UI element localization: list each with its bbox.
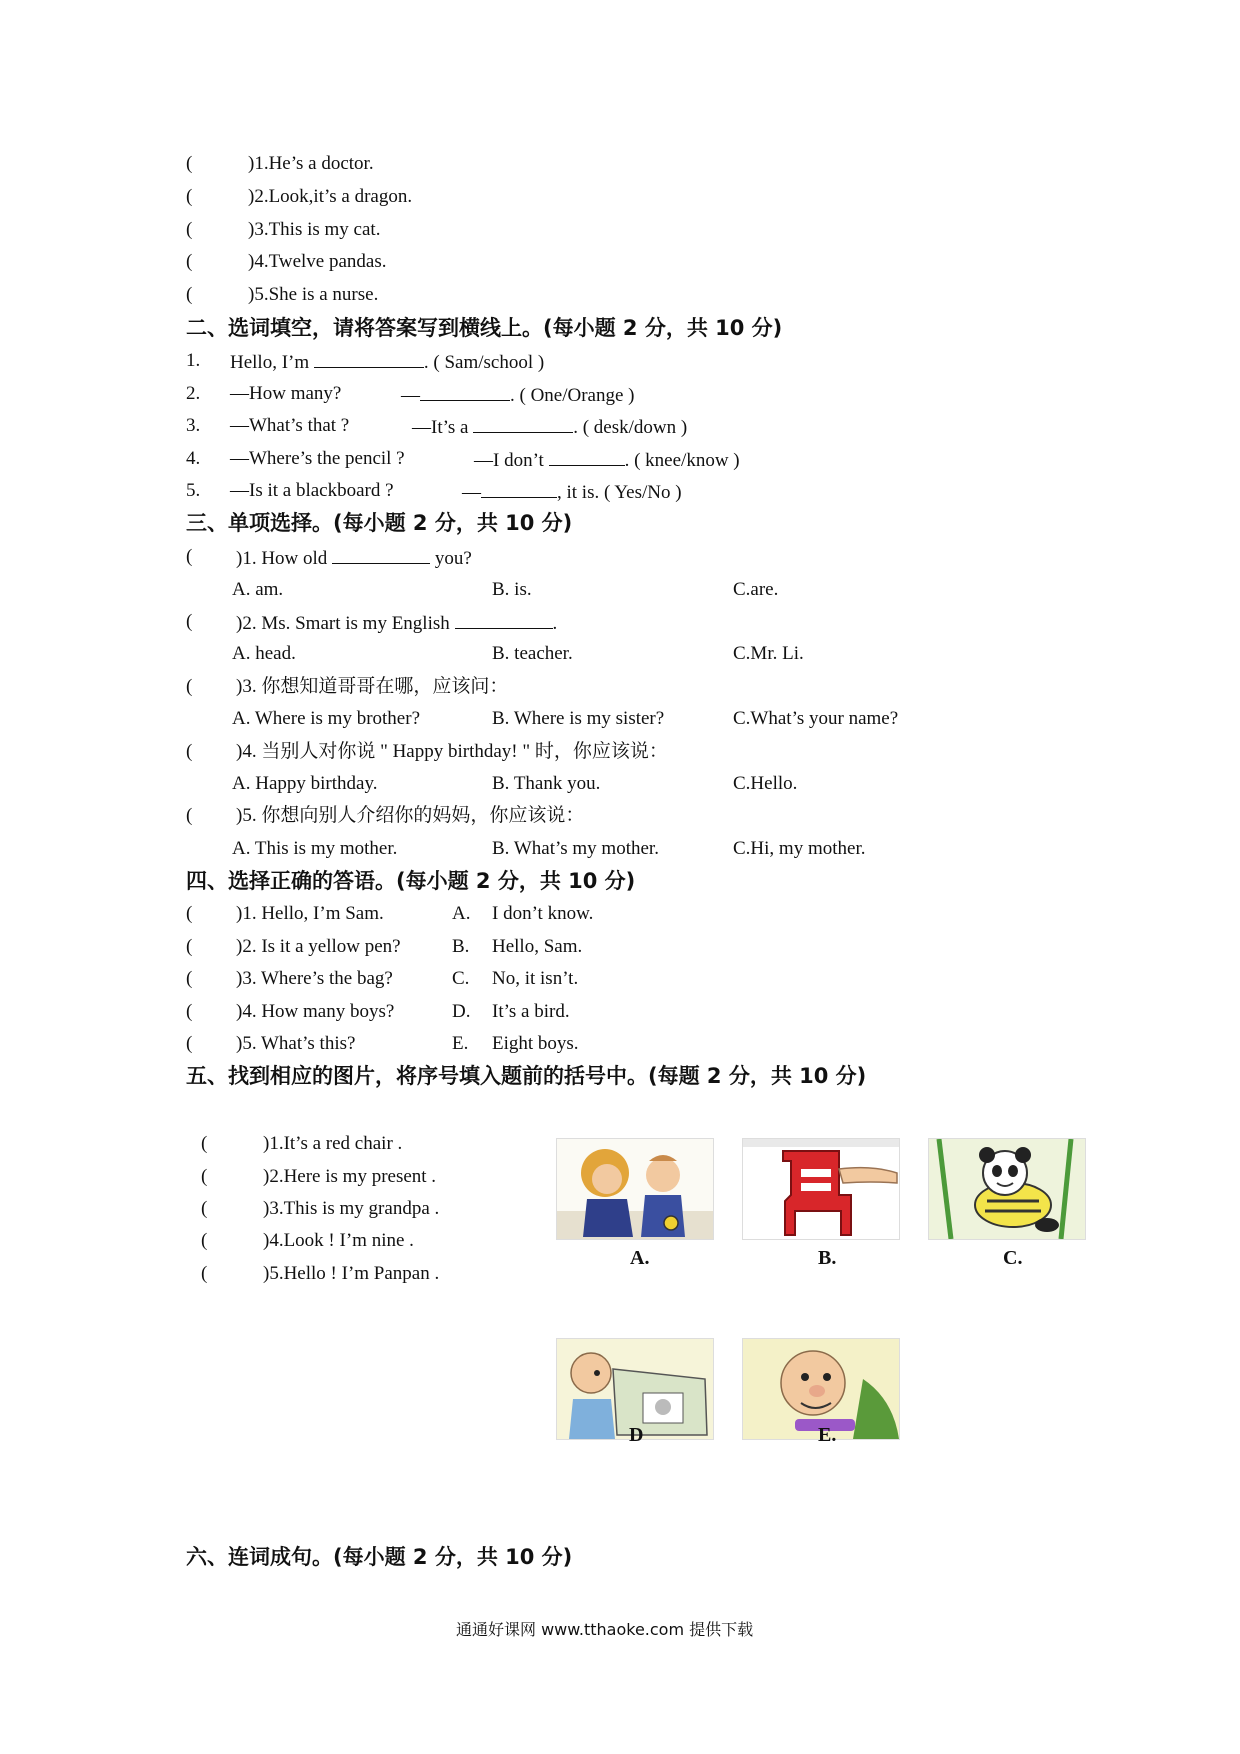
section3-heading: 三、单项选择。(每小题 2 分，共 10 分) bbox=[186, 511, 573, 535]
part1-item: ( )2.Look,it’s a dragon. bbox=[186, 186, 413, 207]
picture-label-a: A. bbox=[630, 1247, 650, 1269]
picture-label-c: C. bbox=[1003, 1247, 1023, 1269]
option-c[interactable]: C.Mr. Li. bbox=[733, 643, 804, 664]
answer-blank[interactable] bbox=[420, 382, 510, 401]
part1-item: ( )4.Twelve pandas. bbox=[186, 251, 387, 272]
mc-question: ( )4. 当别人对你说 " Happy birthday! " 时，你应该说： bbox=[186, 741, 668, 762]
mc-options bbox=[232, 578, 283, 602]
mc-question: ( )3. 你想知道哥哥在哪，应该问： bbox=[186, 676, 509, 697]
picture-item: ( )3.This is my grandpa . bbox=[201, 1198, 440, 1219]
picture-b-red-chair bbox=[742, 1138, 900, 1240]
option-c[interactable]: C.are. bbox=[733, 579, 779, 600]
mc-question: ( )2. Ms. Smart is my English . bbox=[186, 611, 558, 634]
match-row: ( )2. Is it a yellow pen? B. Hello, Sam. bbox=[186, 936, 583, 957]
picture-item: ( )5.Hello ! I’m Panpan . bbox=[201, 1263, 440, 1284]
fill-item: 4. —Where’s the pencil ? —I don’t . ( knee/know ) bbox=[186, 448, 740, 471]
option-a[interactable]: A. Happy birthday. bbox=[232, 773, 378, 794]
mc-question: ( )1. How old you? bbox=[186, 546, 472, 569]
option-b[interactable]: B. Thank you. bbox=[492, 773, 601, 794]
option-b[interactable]: B. teacher. bbox=[492, 643, 573, 664]
option-a[interactable]: A. am. bbox=[232, 579, 284, 600]
answer-blank[interactable] bbox=[549, 447, 625, 466]
fill-item: 5. —Is it a blackboard ? — , it is. ( Yes/No ) bbox=[186, 480, 682, 503]
option-b[interactable]: B. What’s my mother. bbox=[492, 838, 659, 859]
picture-item: ( )2.Here is my present . bbox=[201, 1166, 437, 1187]
mc-question: ( )5. 你想向别人介绍你的妈妈，你应该说： bbox=[186, 805, 585, 826]
option-a[interactable]: A. Where is my brother? bbox=[232, 708, 421, 729]
option-c[interactable]: C.What’s your name? bbox=[733, 708, 899, 729]
footer-text: 通通好课网 www.tthaoke.com 提供下载 bbox=[456, 1620, 754, 1639]
answer-blank[interactable] bbox=[455, 610, 553, 629]
section6-heading: 六、连词成句。(每小题 2 分，共 10 分) bbox=[186, 1545, 573, 1569]
picture-label-e: E. bbox=[818, 1424, 837, 1446]
option-c[interactable]: C.Hello. bbox=[733, 773, 798, 794]
fill-item: 3. —What’s that ? —It’s a . ( desk/down ) bbox=[186, 415, 688, 438]
picture-item: ( )4.Look ! I’m nine . bbox=[201, 1230, 414, 1251]
match-row: ( )4. How many boys? D. It’s a bird. bbox=[186, 1001, 570, 1022]
answer-blank[interactable] bbox=[332, 545, 430, 564]
section4-heading: 四、选择正确的答语。(每小题 2 分，共 10 分) bbox=[186, 869, 636, 893]
answer-blank[interactable] bbox=[481, 479, 557, 498]
option-a[interactable]: A. head. bbox=[232, 643, 296, 664]
match-row: ( )1. Hello, I’m Sam. A. I don’t know. bbox=[186, 903, 594, 924]
part1-item: ( )5.She is a nurse. bbox=[186, 284, 379, 305]
option-b[interactable]: B. Where is my sister? bbox=[492, 708, 665, 729]
picture-c-panda bbox=[928, 1138, 1086, 1240]
match-row: ( )3. Where’s the bag? C. No, it isn’t. bbox=[186, 968, 579, 989]
picture-label-d: D bbox=[629, 1424, 644, 1446]
option-b[interactable]: B. is. bbox=[492, 579, 532, 600]
option-a[interactable]: A. This is my mother. bbox=[232, 838, 398, 859]
part1-item: ( )3.This is my cat. bbox=[186, 219, 381, 240]
picture-a-children bbox=[556, 1138, 714, 1240]
match-row: ( )5. What’s this? E. Eight boys. bbox=[186, 1033, 579, 1054]
picture-label-b: B. bbox=[818, 1247, 837, 1269]
section2-heading: 二、选词填空，请将答案写到横线上。(每小题 2 分，共 10 分) bbox=[186, 316, 783, 340]
picture-item: ( )1.It’s a red chair . bbox=[201, 1133, 403, 1154]
fill-item: 2. —How many? — . ( One/Orange ) bbox=[186, 383, 635, 406]
fill-item: 1. Hello, I’m . ( Sam/school ) bbox=[186, 350, 545, 373]
section5-heading: 五、找到相应的图片，将序号填入题前的括号中。(每题 2 分，共 10 分) bbox=[186, 1064, 867, 1088]
answer-blank[interactable] bbox=[473, 414, 573, 433]
part1-item: ( )1.He’s a doctor. bbox=[186, 153, 374, 174]
option-c[interactable]: C.Hi, my mother. bbox=[733, 838, 866, 859]
answer-blank[interactable] bbox=[314, 349, 424, 368]
